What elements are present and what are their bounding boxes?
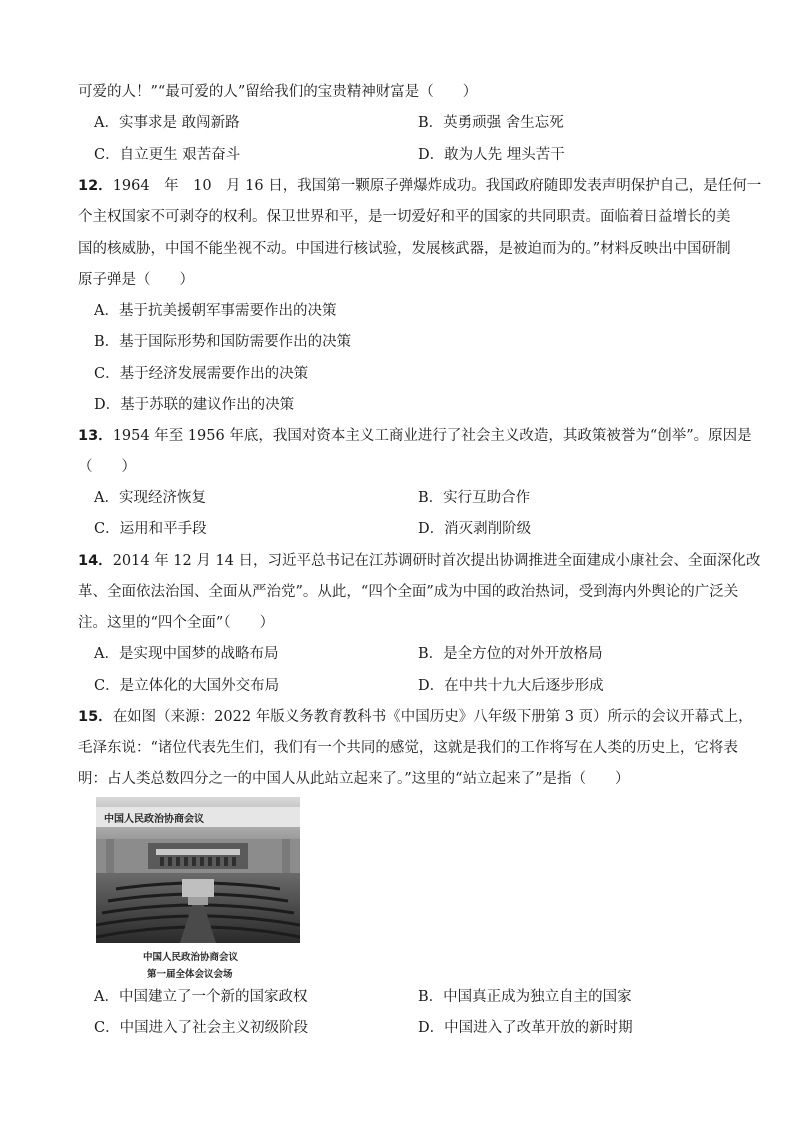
q14-text-1: 2014 年 12 月 14 日，习近平总书记在江苏调研时首次提出协调推进全面建成小康社会、全面深化改	[112, 553, 761, 569]
q15-line-3: 明：占人类总数四分之一的中国人从此站立起来了。”这里的“站立起来了”是指（ ）	[78, 771, 630, 787]
conference-hall-image	[96, 797, 300, 943]
q15-option-a[interactable]: A．中国建立了一个新的国家政权	[94, 989, 308, 1005]
q12-option-a[interactable]: A．基于抗美援朝军事需要作出的决策	[94, 303, 337, 319]
q12-line-3: 国的核威胁，中国不能坐视不动。中国进行核试验，发展核武器，是被迫而为的。”材料反映出中国研制	[78, 241, 731, 257]
q14-option-c[interactable]: C．是立体化的大国外交布局	[94, 678, 280, 694]
q13-number: 13．	[78, 428, 113, 444]
q15-number: 15．	[78, 709, 113, 725]
q15-option-b[interactable]: B．中国真正成为独立自主的国家	[418, 989, 632, 1005]
q12-option-b[interactable]: B．基于国际形势和国防需要作出的决策	[94, 334, 352, 350]
q13-text-1: 1954 年至 1956 年底，我国对资本主义工商业进行了社会主义改造，其政策被誉为“创举”。原因是	[112, 428, 752, 444]
q12-option-c[interactable]: C．基于经济发展需要作出的决策	[94, 366, 309, 382]
q12-option-d[interactable]: D．基于苏联的建议作出的决策	[94, 397, 295, 413]
q14-line-3: 注。这里的“四个全面”（ ）	[78, 615, 275, 631]
q12-number: 12．	[78, 178, 113, 194]
q14-number: 14．	[78, 553, 113, 569]
q11-stem: 可爱的人！”“最可爱的人”留给我们的宝贵精神财富是（ ）	[78, 84, 478, 100]
q15-option-c[interactable]: C．中国进入了社会主义初级阶段	[94, 1020, 309, 1036]
q14-option-d[interactable]: D．在中共十九大后逐步形成	[418, 678, 604, 694]
conference-hall-photo	[96, 797, 300, 943]
photo-banner-text: 中国人民政治协商会议	[104, 814, 204, 825]
q13-option-c[interactable]: C．运用和平手段	[94, 521, 207, 537]
q13-option-a[interactable]: A．实现经济恢复	[94, 490, 206, 506]
q11-option-b[interactable]: B．英勇顽强 舍生忘死	[418, 115, 564, 131]
q12-line-4: 原子弹是（ ）	[78, 272, 194, 288]
q15-option-d[interactable]: D．中国进入了改革开放的新时期	[418, 1020, 633, 1036]
q12-line-1	[78, 176, 761, 196]
q14-option-a[interactable]: A．是实现中国梦的战略布局	[94, 646, 279, 662]
q13-option-d[interactable]: D．消灭剥削阶级	[418, 521, 532, 537]
q12-text-1: 1964 年 10 月 16 日，我国第一颗原子弹爆炸成功。我国政府随即发表声明保护自己，是任何一	[112, 178, 762, 194]
q15-line-2: 毛泽东说：“诸位代表先生们，我们有一个共同的感觉，这就是我们的工作将写在人类的历史上，它将表	[78, 740, 738, 756]
figure-caption-line-1: 中国人民政治协商会议	[143, 952, 239, 963]
q13-line-1	[78, 426, 752, 446]
q11-option-c[interactable]: C．自立更生 艰苦奋斗	[94, 147, 241, 163]
q11-option-a[interactable]: A．实事求是 敢闯新路	[94, 115, 240, 131]
figure-caption-line-2: 第一届全体会议会场	[147, 969, 233, 980]
q11-option-d[interactable]: D．敢为人先 埋头苦干	[418, 147, 565, 163]
q15-line-1	[78, 707, 753, 727]
q14-line-1	[78, 551, 761, 571]
q14-line-2: 革、全面依法治国、全面从严治党”。从此，“四个全面”成为中国的政治热词，受到海内外舆论的广泛关	[78, 584, 739, 600]
q14-option-b[interactable]: B．是全方位的对外开放格局	[418, 646, 603, 662]
q12-line-2: 个主权国家不可剥夺的权利。保卫世界和平，是一切爱好和平的国家的共同职责。面临着日益增长的美	[78, 209, 731, 225]
q15-text-1: 在如图（来源：2022 年版义务教育教科书《中国历史》八年级下册第 3 页）所示的会议开幕式上，	[112, 709, 753, 725]
q13-option-b[interactable]: B．实行互助合作	[418, 490, 531, 506]
q13-line-2: （ ）	[78, 459, 136, 475]
